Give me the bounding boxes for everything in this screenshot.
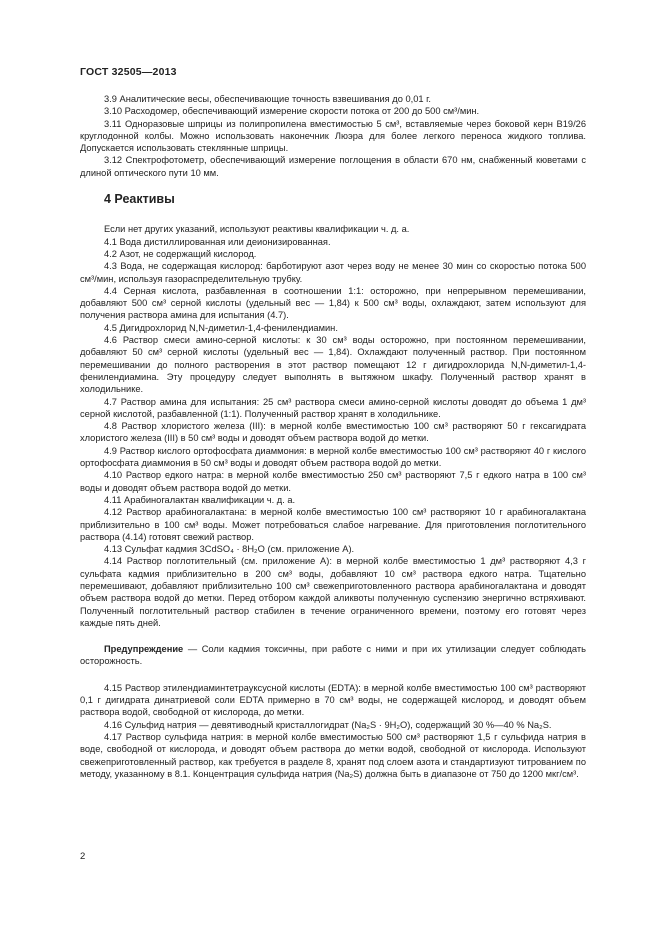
paragraph-3-10: 3.10 Расходомер, обеспечивающий измерение скорости потока от 200 до 500 см³/мин.	[104, 106, 480, 117]
paragraph-4-7: 4.7 Раствор амина для испытания: 25 см³ раствора смеси амино-серной кислоты доводят до объема 1 дм³ серной кислотой, разбавленной (1:1). Полученный раствор хранят в холодильнике.	[80, 396, 586, 419]
paragraph-4-13: 4.13 Сульфат кадмия 3CdSO₄ · 8H₂O (см. приложение А).	[104, 544, 355, 555]
paragraph-4-2: 4.2 Азот, не содержащий кислород.	[104, 248, 257, 259]
paragraph-4-1: 4.1 Вода дистиллированная или деионизированная.	[104, 236, 331, 247]
paragraph-4-3: 4.3 Вода, не содержащая кислород: барботируют азот через воду не менее 30 мин со скоростью потока 500 см³/мин, используя газораспределительную трубку.	[80, 261, 586, 284]
page-number: 2	[80, 851, 86, 862]
warning-note	[80, 643, 586, 668]
warning-label: Предупреждение	[104, 644, 184, 655]
paragraph-3-12: 3.12 Спектрофотометр, обеспечивающий измерение поглощения в области 670 нм, снабженный кюветами с длиной оптического пути 10 мм.	[80, 155, 586, 178]
page-body	[80, 93, 586, 780]
paragraph-4-10: 4.10 Раствор едкого натра: в мерной колбе вместимостью 250 см³ растворяют 7,5 г едкого натра в 100 см³ воды и доводят объем раствора водой до метки.	[80, 470, 586, 493]
paragraph-4-11: 4.11 Арабиногалактан квалификации ч. д. а.	[104, 494, 296, 505]
section-4-title: 4 Реактивы	[104, 192, 175, 207]
paragraph-3-9: 3.9 Аналитические весы, обеспечивающие точность взвешивания до 0,01 г.	[104, 94, 431, 104]
paragraph-4-4: 4.4 Серная кислота, разбавленная в соотношении 1:1: осторожно, при непрерывном перемешивании, добавляют 500 см³ серной кислоты (удельный вес — 1,84) к 500 см³ воды, охлаждают, затем используют для получения раствора амина для испытания (4.7).	[80, 285, 586, 321]
paragraph-4-12: 4.12 Раствор арабиногалактана: в мерной колбе вместимостью 100 см³ растворяют 10 г арабиногалактана приблизительно в 100 см³ воды. Может потребоваться слабое нагревание. Для приготовления поглотительного раствора (4.14) готовят свежий раствор.	[80, 507, 586, 542]
paragraph-3-11: 3.11 Одноразовые шприцы из полипропилена вместимостью 5 см³, вставляемые через боковой керн B19/26 круглодонной колбы. Можно использовать наконечник Люэра для более легкого переноса жидкого топлива. Допускается использовать стеклянные шприцы.	[80, 118, 586, 154]
spacer	[80, 668, 586, 682]
warning-text: — Соли кадмия токсичны, при работе с ними и при их утилизации следует соблюдать осторожность.	[80, 644, 586, 667]
paragraph-4-17: 4.17 Раствор сульфида натрия: в мерной колбе вместимостью 500 см³ растворяют 1,5 г сульфида натрия в воде, свободной от кислорода, и доводят объем раствора до метки водой, свободной от кислорода. Используют свежеприготовленный раствор, как требуется в разделе 8, хранят под слоем азота и стандартизуют титрованием по методу, указанному в 8.1. Концентрация сульфида натрия (Na₂S) должна быть в диапазоне от 750 до 1200 мкг/см³.	[80, 731, 586, 779]
section-4-intro: Если нет других указаний, используют реактивы квалификации ч. д. а.	[104, 224, 410, 235]
paragraph-4-15: 4.15 Раствор этилендиаминтетрауксусной кислоты (EDTA): в мерной колбе вместимостью 100 см³ растворяют 0,1 г дигидрата динатриевой соли EDTA примерно в 70 см³ воды, не содержащей кислород, и доводят объем раствора водой, свободной от кислорода, до метки.	[80, 682, 586, 718]
paragraph-4-5: 4.5 Дигидрохлорид N,N-диметил-1,4-фенилендиамин.	[104, 322, 338, 333]
paragraph-4-16: 4.16 Сульфид натрия — девятиводный кристаллогидрат (Na₂S · 9H₂O), содержащий 30 %—40 % Na₂S.	[104, 719, 552, 730]
spacer	[80, 629, 586, 643]
paragraph-4-9: 4.9 Раствор кислого ортофосфата диаммония: в мерной колбе вместимостью 100 см³ растворяют 40 г кислого ортофосфата диаммония в 50 см³ воды и доводят объем раствора водой до метки.	[80, 445, 586, 469]
page-header-standard-id: ГОСТ 32505—2013	[80, 66, 177, 78]
paragraph-4-8: 4.8 Раствор хлористого железа (III): в мерной колбе вместимостью 100 см³ растворяют 50 г гексагидрата хлористого железа (III) в 50 см³ воды и доводят объем раствора водой до метки.	[80, 421, 586, 444]
paragraph-4-6: 4.6 Раствор смеси амино-серной кислоты: к 30 см³ воды осторожно, при постоянном перемешивании, добавляют 50 см³ серной кислоты (удельный вес — 1,84). Охлаждают полученный раствор. При постоянном перемешивании до полного растворения в этот раствор помещают 12 г дигидрохлорида N,N-диметил-1,4-фенилендиамина. Эту процедуру следует выполнять в вытяжном шкафу. Полученный раствор хранят в холодильнике.	[80, 335, 586, 395]
paragraph-4-14: 4.14 Раствор поглотительный (см. приложение А): в мерной колбе вместимостью 1 дм³ растворяют 4,3 г сульфата кадмия приблизительно в 200 см³ воды, добавляют 10 см³ раствора едкого натра. Тщательно перемешивают, добавляют приблизительно 100 см³ свежеприготовленного раствора арабиногалактана и доводят объем раствора водой до метки. Перед отбором каждой аликвоты полученную суспензию энергично встряхивают. Полученный поглотительный раствор стабилен в течение ограниченного времени, поэтому его готовят через каждые пять дней.	[80, 556, 586, 628]
